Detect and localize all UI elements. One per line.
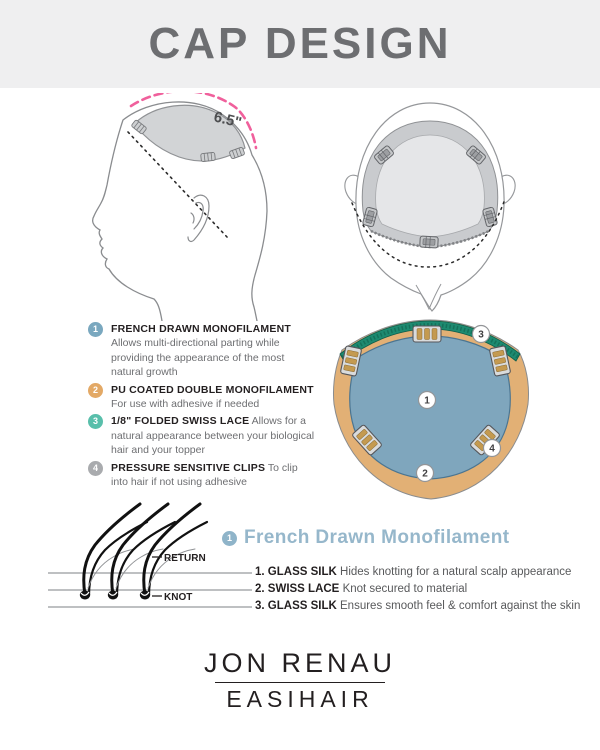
legend-num-circle: 4	[88, 461, 103, 476]
return-label: RETURN	[164, 553, 206, 564]
detail-heading	[222, 527, 509, 549]
page-title: CAP DESIGN	[148, 19, 452, 68]
callout-1	[419, 392, 436, 409]
side-profile-head-illustration	[55, 93, 320, 321]
legend-item-4	[88, 461, 323, 490]
page-header	[0, 0, 600, 88]
callout-3	[473, 326, 490, 343]
legend-item-title: PRESSURE SENSITIVE CLIPS	[111, 461, 266, 474]
detail-item-2	[255, 583, 575, 597]
legend-item-desc: To clip into hair if not using adhesive	[111, 461, 298, 488]
callout-4-num: 4	[489, 443, 495, 455]
callout-2-num: 2	[422, 468, 428, 480]
legend-item-desc: Allows multi-directional parting while providing the appearance of the most natural growth	[111, 337, 285, 378]
knot-return-strand-diagram	[40, 498, 255, 628]
brand-name: JON RENAU	[203, 648, 396, 678]
callout-4	[484, 440, 501, 457]
legend-num-circle: 3	[88, 414, 103, 429]
detail-item-desc: Hides knotting for a natural scalp appearance	[340, 566, 572, 578]
legend-num-circle: 1	[88, 322, 103, 337]
callout-2	[417, 465, 434, 482]
legend-item-2	[88, 383, 323, 412]
detail-item-num: 3.	[255, 600, 265, 612]
detail-item-num: 2.	[255, 583, 265, 595]
legend-item-1	[88, 322, 323, 380]
detail-item-3	[255, 600, 581, 614]
legend-item-desc: For use with adhesive if needed	[111, 397, 260, 410]
legend-item-title: 1/8" FOLDED SWISS LACE	[111, 415, 250, 427]
legend-item-title: FRENCH DRAWN MONOFILAMENT	[111, 323, 291, 335]
callout-1-num: 1	[424, 395, 430, 407]
detail-item-desc: Knot secured to material	[342, 583, 468, 595]
cap-legend	[88, 322, 323, 493]
brand-divider	[215, 682, 385, 683]
clip-icon	[413, 326, 441, 342]
knot-label: KNOT	[164, 592, 193, 603]
legend-item-title: PU COATED DOUBLE MONOFILAMENT	[111, 383, 314, 396]
cap-construction-diagram	[330, 308, 555, 510]
detail-item-1	[255, 566, 575, 580]
detail-num-circle: 1	[222, 531, 237, 546]
measurement-label: 6.5"	[212, 108, 244, 132]
detail-heading-title: French Drawn Monofilament	[244, 527, 510, 548]
detail-item-title: GLASS SILK	[267, 600, 337, 612]
detail-item-title: SWISS LACE	[267, 583, 340, 595]
sub-brand-name: EASIHAIR	[226, 686, 374, 712]
clip-icon	[420, 236, 439, 248]
top-view-head-illustration	[330, 93, 555, 315]
detail-item-num: 1.	[255, 566, 265, 578]
legend-item-3	[88, 414, 323, 458]
detail-item-desc: Ensures smooth feel & comfort against the skin	[340, 600, 581, 612]
detail-item-title: GLASS SILK	[267, 566, 337, 578]
legend-item-desc: Allows for a natural appearance between your biological hair and your topper	[111, 415, 315, 456]
knots	[80, 591, 150, 600]
hair-strands	[84, 504, 207, 595]
brand-logo	[0, 648, 600, 713]
callout-3-num: 3	[478, 329, 484, 341]
legend-num-circle: 2	[88, 383, 103, 398]
clip-icon	[201, 152, 216, 161]
